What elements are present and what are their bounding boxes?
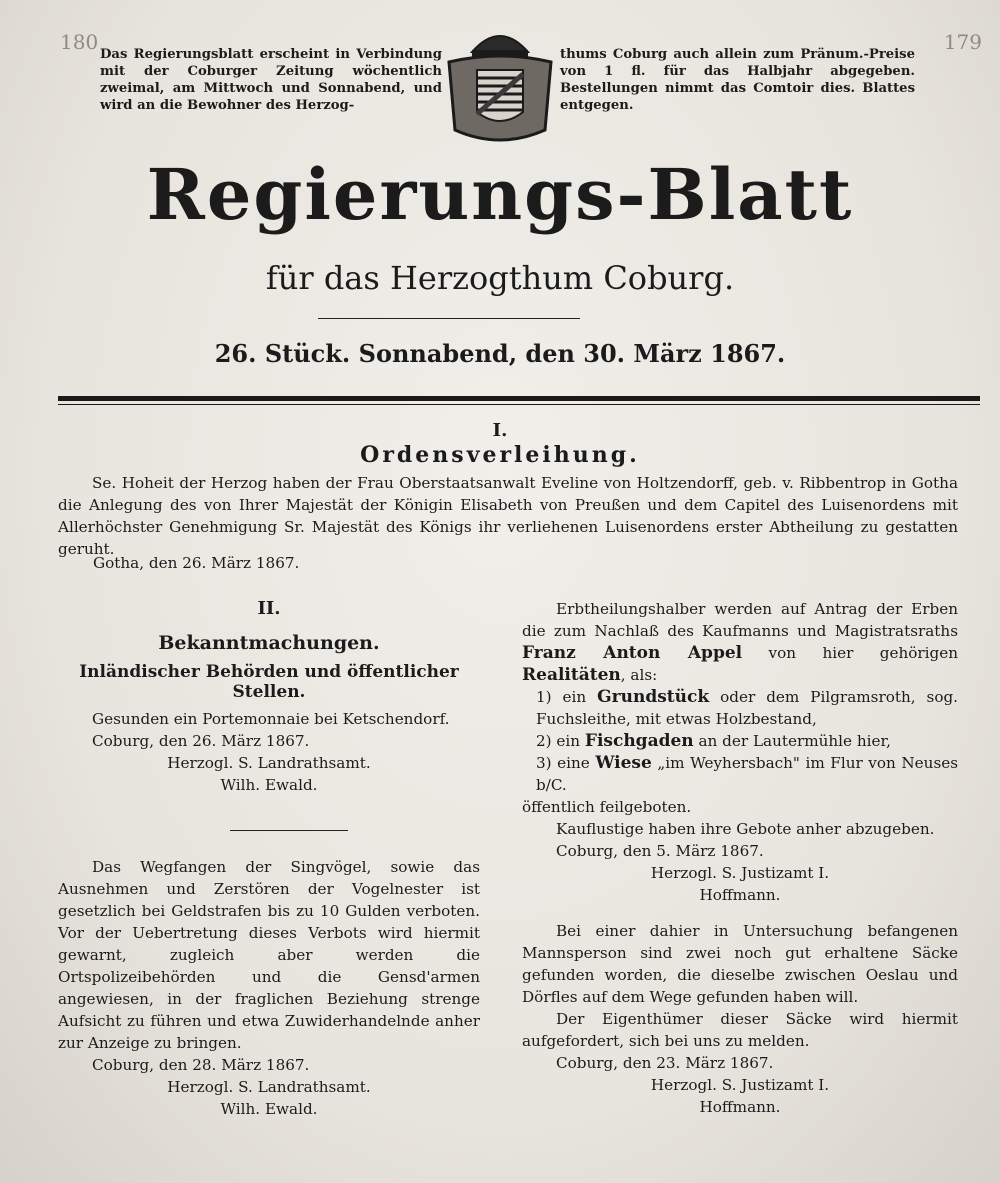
masthead-right-text: thums Coburg auch allein zum Pränum.-Preise von 1 fl. für das Halbjahr abgegeben. Bestellungen nimmt das Comtoir dies. Blattes entgegen. xyxy=(560,47,915,113)
page-number-right: 179 xyxy=(943,30,982,54)
office-signature: Herzogl. S. Justizamt I. xyxy=(650,864,830,882)
name-signature: Wilh. Ewald. xyxy=(220,1100,318,1118)
newspaper-subtitle: für das Herzogthum Coburg. xyxy=(265,259,735,297)
issue-line: 26. Stück. Sonnabend, den 30. März 1867. xyxy=(214,339,786,368)
ducal-crest-icon xyxy=(437,22,563,152)
notice-songbirds xyxy=(58,856,480,1120)
divider-line xyxy=(230,830,348,831)
als-label: , als: xyxy=(620,666,658,684)
section-subheading: Inländischer Behörden und öffentlicher Stellen. xyxy=(79,662,459,702)
thick-rule xyxy=(58,396,980,401)
list-item: 2) ein Fischgaden an der Lautermühle hier, xyxy=(536,731,891,751)
office-signature: Herzogl. S. Landrathsamt. xyxy=(167,1078,371,1096)
list-item: 1) ein Grundstück oder dem Pilgramsroth, sog. Fuchsleithe, mit etwas Holzbestand, xyxy=(536,687,959,728)
dateline: Coburg, den 23. März 1867. xyxy=(556,1054,774,1072)
notice-text: Gesunden ein Portemonnaie bei Ketschendorf. xyxy=(92,710,450,728)
section-number: I. xyxy=(492,420,508,441)
divider-line xyxy=(318,318,580,319)
notice-intro: Erbtheilungshalber werden auf Antrag der Erben die zum Nachlaß des Kaufmanns und Magistratsraths xyxy=(522,600,958,640)
dateline: Coburg, den 28. März 1867. xyxy=(92,1056,310,1074)
notice-text: Der Eigenthümer dieser Säcke wird hiermit aufgefordert, sich bei uns zu melden. xyxy=(522,1010,958,1050)
office-signature: Herzogl. S. Landrathsamt. xyxy=(167,754,371,772)
masthead-left-text: Das Regierungsblatt erscheint in Verbindung mit der Coburger Zeitung wöchentlich zweimal, am Mittwoch und Sonnabend, und wird an die Bewohner des Herzog- xyxy=(100,47,442,113)
section-body xyxy=(58,472,958,560)
name-signature: Wilh. Ewald. xyxy=(220,776,318,794)
office-signature: Herzogl. S. Justizamt I. xyxy=(650,1076,830,1094)
name-signature: Hoffmann. xyxy=(699,1098,781,1116)
paragraph: Se. Hoheit der Herzog haben der Frau Oberstaatsanwalt Eveline von Holtzendorff, geb. v. Ribbentrop in Gotha die Anlegung des von Ihrer Majestät der Königin Elisabeth von Preußen und dem Capitel des Luisenordens mit Allerhöchster Genehmigung Sr. Majestät des Königs ihr verliehenen Luisenordens erster Abtheilung zu gestatten geruht. xyxy=(58,474,958,558)
notice-text: Bei einer dahier in Untersuchung befangenen Mannsperson sind zwei noch gut erhaltene Säcke gefunden worden, die dieselbe zwischen Oeslau und Dörfles auf dem Wege gefunden haben will. xyxy=(522,922,958,1006)
name-signature: Hoffmann. xyxy=(699,886,781,904)
list-item: 3) eine Wiese „im Weyhersbach" im Flur von Neuses b/C. xyxy=(536,753,959,794)
section-number: II. xyxy=(257,598,281,619)
notice-intro-end: von hier gehörigen xyxy=(768,644,958,662)
page-number-left: 180 xyxy=(60,30,99,54)
section-heading: Bekanntmachungen. xyxy=(158,632,380,654)
notice-tail: öffentlich feilgeboten. xyxy=(522,798,692,816)
person-name: Franz Anton Appel xyxy=(522,643,743,663)
dateline: Coburg, den 26. März 1867. xyxy=(92,732,310,750)
notice-text: Kauflustige haben ihre Gebote anher abzugeben. xyxy=(556,820,935,838)
notice-text xyxy=(522,598,958,686)
dateline: Gotha, den 26. März 1867. xyxy=(93,554,300,572)
newspaper-title: Regierungs-Blatt xyxy=(146,153,854,236)
notice-text: Das Wegfangen der Singvögel, sowie das Ausnehmen und Zerstören der Vogelnester ist gesetzlich bei Geldstrafen bis zu 10 Gulden verboten. Vor der Uebertretung dieses Verbots wird hiermit gewarnt, zugleich aber werden die Ortspolizeibehörden und die Gensd'armen angewiesen, in der fraglichen Beziehung strenge Aufsicht zu führen und etwa Zuwiderhandelnde anher zur Anzeige zu bringen. xyxy=(58,858,480,1052)
notice-inheritance-sale xyxy=(522,598,958,906)
notice-found-purse xyxy=(58,708,480,796)
realitaeten-label: Realitäten xyxy=(522,665,621,685)
thin-rule xyxy=(58,404,980,405)
section-heading: Ordensverleihung. xyxy=(360,442,640,468)
notice-found-sacks xyxy=(522,920,958,1118)
dateline: Coburg, den 5. März 1867. xyxy=(556,842,764,860)
